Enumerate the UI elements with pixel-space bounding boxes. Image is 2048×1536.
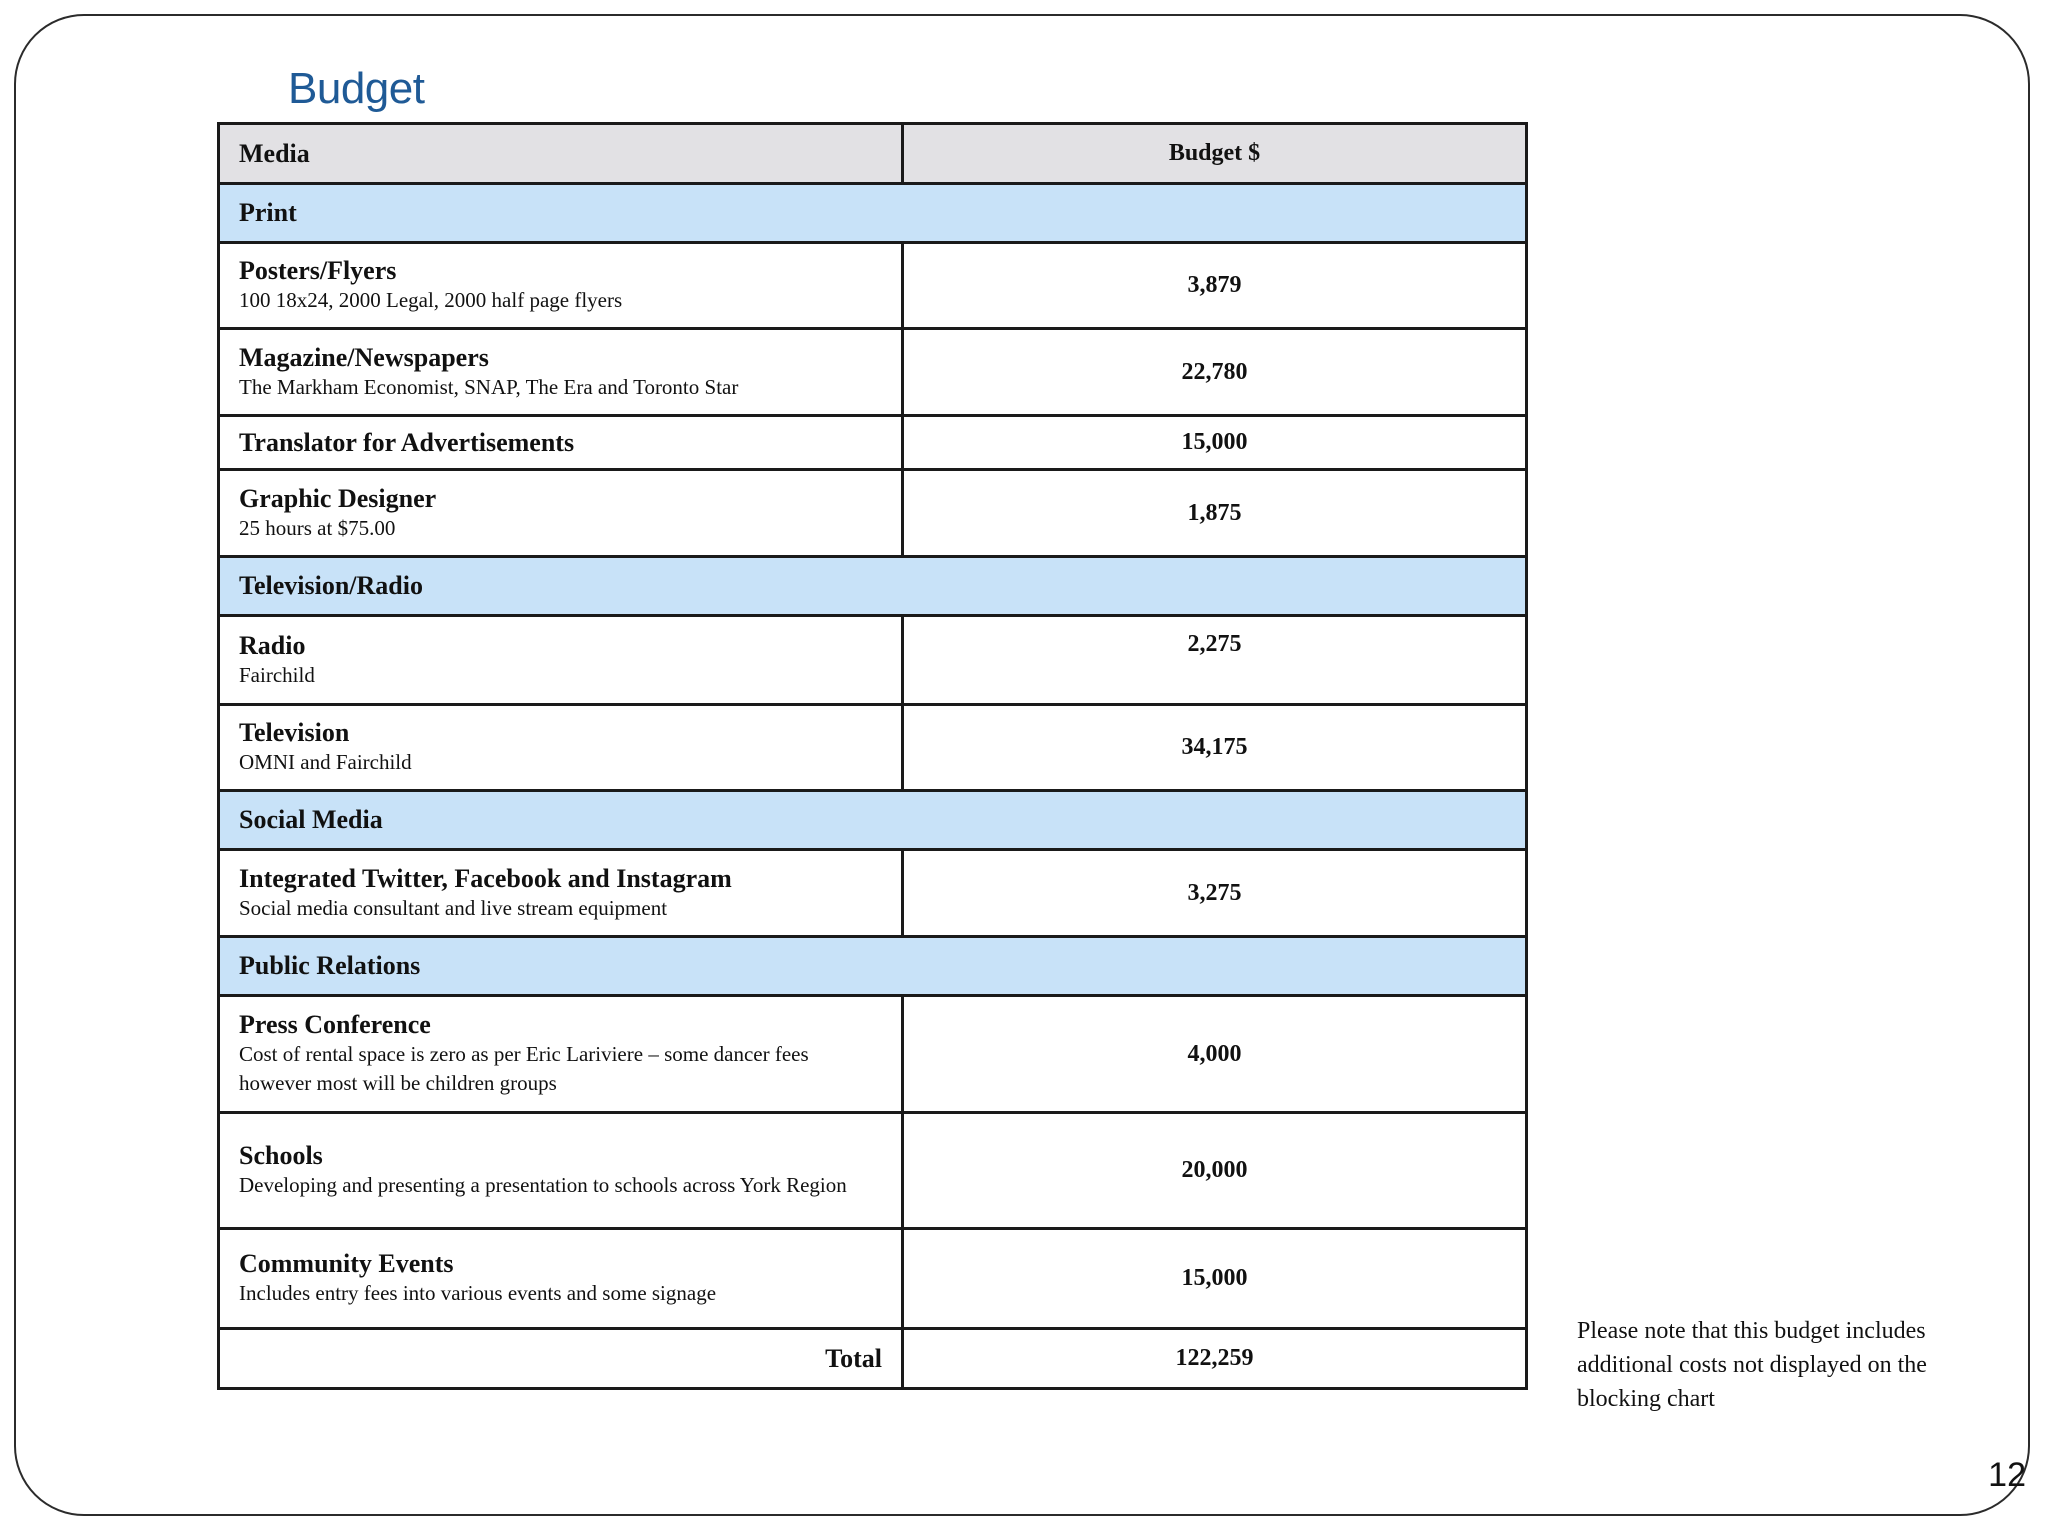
- item-title: Press Conference: [239, 1010, 431, 1039]
- item-cell: [219, 329, 903, 416]
- item-value: 1,875: [903, 470, 1527, 557]
- section-label: Public Relations: [219, 937, 1527, 996]
- table-row: [219, 850, 1527, 937]
- table-row: [219, 996, 1527, 1113]
- item-desc: The Markham Economist, SNAP, The Era and Toronto Star: [239, 374, 739, 399]
- total-row: [219, 1329, 1527, 1389]
- item-title: Television: [239, 718, 350, 747]
- section-row-social-media: [219, 791, 1527, 850]
- table-row: [219, 1113, 1527, 1229]
- header-media: Media: [219, 124, 903, 184]
- table-row: [219, 243, 1527, 329]
- item-cell: [219, 616, 903, 705]
- total-label: Total: [219, 1329, 903, 1389]
- budget-table: [217, 122, 1528, 1390]
- page-title: Budget: [288, 64, 425, 113]
- table-header-row: [219, 124, 1527, 184]
- item-cell: [219, 996, 903, 1113]
- item-value: 22,780: [903, 329, 1527, 416]
- item-cell: [219, 243, 903, 329]
- table-row: [219, 416, 1527, 470]
- item-value: 3,879: [903, 243, 1527, 329]
- section-row-print: [219, 184, 1527, 243]
- item-title: Posters/Flyers: [239, 256, 397, 285]
- table-row: [219, 705, 1527, 791]
- section-row-public-relations: [219, 937, 1527, 996]
- item-value: 20,000: [903, 1113, 1527, 1229]
- item-value: 15,000: [903, 416, 1527, 470]
- section-label: Print: [219, 184, 1527, 243]
- page-number: 12: [1988, 1456, 2026, 1494]
- item-title: Schools: [239, 1141, 323, 1170]
- table-row: [219, 470, 1527, 557]
- item-desc: Fairchild: [239, 662, 315, 687]
- item-desc: Cost of rental space is zero as per Eric Lariviere – some dancer fees however most will be children groups: [239, 1042, 809, 1095]
- item-value: 2,275: [903, 616, 1527, 705]
- item-desc: Includes entry fees into various events and some signage: [239, 1281, 717, 1305]
- item-value: 4,000: [903, 996, 1527, 1113]
- item-cell: [219, 850, 903, 937]
- header-budget: Budget $: [903, 124, 1527, 184]
- item-cell: [219, 705, 903, 791]
- section-label: Social Media: [219, 791, 1527, 850]
- total-value: 122,259: [903, 1329, 1527, 1389]
- item-desc: 100 18x24, 2000 Legal, 2000 half page flyers: [239, 288, 623, 312]
- table-row: [219, 1229, 1527, 1329]
- item-title: Graphic Designer: [239, 483, 437, 513]
- item-value: 15,000: [903, 1229, 1527, 1329]
- item-title: Radio: [239, 630, 306, 660]
- table-row: [219, 616, 1527, 705]
- item-cell: [219, 1113, 903, 1229]
- table-row: [219, 329, 1527, 416]
- item-title: Community Events: [239, 1249, 454, 1278]
- section-label: Television/Radio: [219, 557, 1527, 616]
- item-desc: Developing and presenting a presentation to schools across York Region: [239, 1173, 847, 1197]
- item-cell: [219, 470, 903, 557]
- item-desc: Social media consultant and live stream equipment: [239, 895, 668, 920]
- item-value: 3,275: [903, 850, 1527, 937]
- section-row-television-radio: [219, 557, 1527, 616]
- item-cell: [219, 1229, 903, 1329]
- item-desc: 25 hours at $75.00: [239, 515, 396, 540]
- item-title: Magazine/Newspapers: [239, 342, 489, 372]
- item-cell: [219, 416, 903, 470]
- budget-note: Please note that this budget includes additional costs not displayed on the blocking chart: [1577, 1318, 1927, 1412]
- item-value: 34,175: [903, 705, 1527, 791]
- item-title: Translator for Advertisements: [239, 427, 575, 457]
- item-title: Integrated Twitter, Facebook and Instagram: [239, 863, 732, 893]
- item-desc: OMNI and Fairchild: [239, 750, 412, 774]
